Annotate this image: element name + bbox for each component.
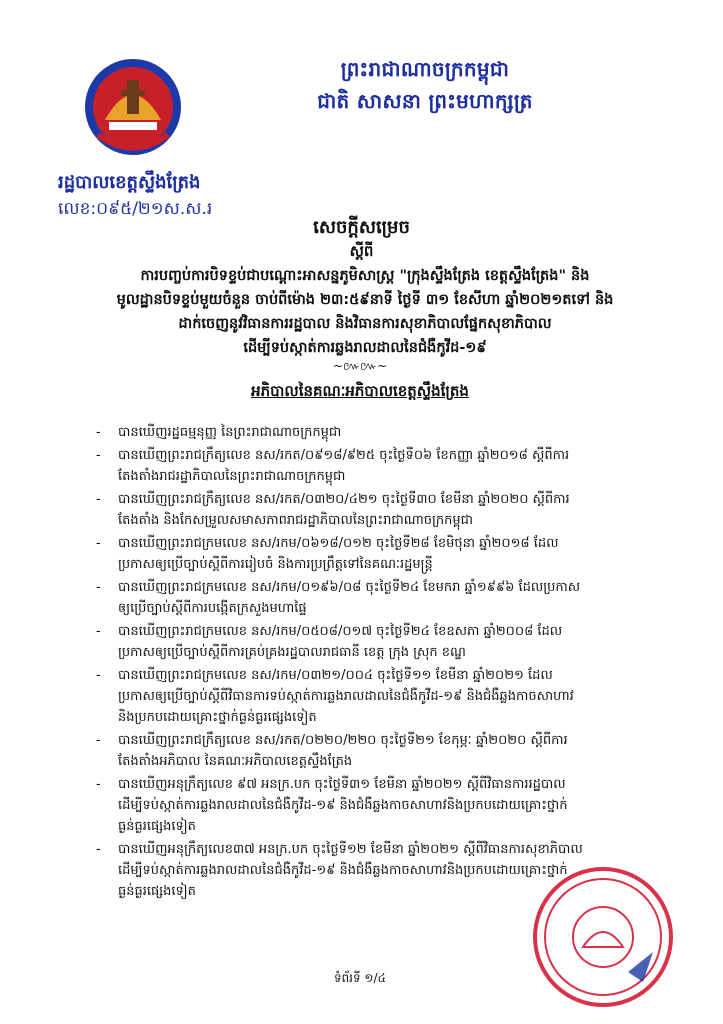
divider-ornament: ~៚៚~ [332,359,388,373]
list-dash: - [96,842,101,857]
document-about: ស្តីពី [349,242,374,260]
list-item-text: បានឃើញព្រះរាជក្រឹត្យលេខ នស/រកត/០២២០/២២០ ចុះថ្ងៃទី២១ ខែកុម្ភៈ ឆ្នាំ២០២០ ស្តីពីការ [118,733,568,748]
list-item [96,621,676,663]
list-dash: - [96,624,101,639]
list-item-text: បានឃើញរដ្ឋធម្មនុញ្ញ នៃព្រះរាជាណាចក្រកម្ពុជា [118,425,342,440]
considerations-list [96,422,676,904]
authority-heading: អភិបាលនៃគណៈអភិបាលខេត្តស្ទឹងត្រែង [251,382,469,400]
list-dash: - [96,425,101,440]
list-item [96,422,676,443]
list-item-text: បានឃើញព្រះរាជក្រមលេខ នស/រកម/០៣២១/០០៤ ចុះថ្ងៃទី១១ ខែមីនា ឆ្នាំ២០២១ ដែល [118,668,553,683]
list-item-text: ដើម្បីទប់ស្កាត់ការឆ្លងរាលដាលនៃជំងឺកូវីដ-១៩ និងជំងឺឆ្លងកាចសាហាវនិងប្រកបដោយគ្រោះថ្នាក់ [118,863,568,878]
list-item [96,730,676,772]
list-item-text: បានឃើញអនុក្រឹត្យលេខ៣៧ អនក្រ.បក ចុះថ្ងៃទី១២ ខែមីនា ឆ្នាំ២០២១ ស្តីពីវិធានការសុខាភិបាល [118,842,583,857]
list-item [96,533,676,575]
reference-number: លេខ:០៩៥/២១ស.ស.រ [58,199,213,219]
list-item-text: ប្រកាសឲ្យប្រើច្បាប់ស្តីពីការរៀបចំ និងការប្រព្រឹត្តទៅនៃគណៈរដ្ឋមន្ត្រី [118,557,433,572]
list-item-text: ធ្ងន់ធ្ងរផ្សេងទៀត [118,819,196,834]
list-item [96,665,676,728]
national-motto: ជាតិ សាសនា ព្រះមហាក្សត្រ [317,89,533,113]
list-item-text: បានឃើញព្រះរាជក្រឹត្យលេខ នស/រកត/០៣២០/៤២១ ចុះថ្ងៃទី៣០ ខែមីនា ឆ្នាំ២០២០ ស្តីពីការ [118,492,570,507]
list-dash: - [96,536,101,551]
list-dash: - [96,448,101,463]
list-item-text: តែងតាំងអភិបាល នៃគណៈអភិបាលខេត្តស្ទឹងត្រែង [118,754,353,769]
list-item-text: ប្រកាសឲ្យប្រើច្បាប់ស្តីពីវិធានការទប់ស្កាត់ការឆ្លងរាលដាលនៃជំងឺកូវីដ-១៩ និងជំងឺឆ្លងកាចសាហាវ [118,689,574,704]
list-dash: - [96,668,101,683]
list-item [96,774,676,837]
list-item-text: ធ្ងន់ធ្ងរផ្សេងទៀត [118,884,196,899]
list-item-text: បានឃើញព្រះរាជក្រឹត្យលេខ នស/រកត/០៩១៨/៩២៥ ចុះថ្ងៃទី០៦ ខែកញ្ញា ឆ្នាំ២០១៨ ស្តីពីការ [118,448,570,463]
list-item [96,577,676,619]
list-item-text: និងប្រកបដោយគ្រោះថ្នាក់ធ្ងន់ធ្ងរផ្សេងទៀត [118,710,317,725]
page-number: ទំព័រទី ១/៤ [333,971,387,985]
subject-line: ដាក់ចេញនូវវិធានការរដ្ឋបាល និងវិធានការសុខាភិបាលផ្នែកសុខាភិបាល [178,316,552,332]
issuing-authority: រដ្ឋបាលខេត្តស្ទឹងត្រែង [58,172,201,193]
list-dash: - [96,492,101,507]
document-title: សេចក្តីសម្រេច [313,217,410,238]
list-item [96,445,676,487]
list-item-text: បានឃើញព្រះរាជក្រមលេខ នស/រកម/០៥០៨/០១៧ ចុះថ្ងៃទី២៤ ខែឧសភា ឆ្នាំ២០០៨ ដែល [118,624,563,639]
list-dash: - [96,733,101,748]
list-dash: - [96,777,101,792]
provincial-emblem-icon [83,50,183,165]
list-item-text: ប្រកាសឲ្យប្រើច្បាប់ស្តីពីការគ្រប់គ្រងរដ្ឋបាលរាជធានី ខេត្ត ក្រុង ស្រុក ខណ្ឌ [118,645,466,660]
official-seal-icon [528,862,678,1012]
list-item-text: តែងតាំង និងកែសម្រួលសមាសភាពរាជរដ្ឋាភិបាលនៃព្រះរាជាណាចក្រកម្ពុជា [118,513,474,528]
subject-line: ការបញ្ចប់ការបិទខ្ទប់ជាបណ្តោះអាសន្នភូមិសាស្ត្រ "ក្រុងស្ទឹងត្រែង ខេត្តស្ទឹងត្រែង" និង [140,268,590,284]
list-dash: - [96,580,101,595]
list-item-text: បានឃើញអនុក្រឹត្យលេខ ៩៧ អនក្រ.បក ចុះថ្ងៃទី៣១ ខែមីនា ឆ្នាំ២០២១ ស្តីពីវិធានការរដ្ឋបាល [118,777,566,792]
list-item-text: តែងតាំងរាជរដ្ឋាភិបាលនៃព្រះរាជាណាចក្រកម្ពុជា [118,469,346,484]
kingdom-heading: ព្រះរាជាណាចក្រកម្ពុជា [340,57,510,81]
list-item [96,489,676,531]
list-item-text: ឲ្យប្រើច្បាប់ស្តីពីការបង្កើតក្រសួងមហាផ្ទៃ [118,601,307,616]
list-item-text: បានឃើញព្រះរាជក្រមលេខ នស/រកម/០៦១៨/០១២ ចុះថ្ងៃទី២៨ ខែមិថុនា ឆ្នាំ២០១៨ ដែល [118,536,559,551]
list-item-text: បានឃើញព្រះរាជក្រមលេខ នស/រកម/០១៩៦/០៨ ចុះថ្ងៃទី២៤ ខែមករា ឆ្នាំ១៩៩៦ ដែលប្រកាស [118,580,581,595]
subject-line: មូលដ្ឋានបិទខ្ទប់មួយចំនួន ចាប់ពីម៉ោង ២៣:៥៩នាទី ថ្ងៃទី ៣១ ខែសីហា ឆ្នាំ២០២១តទៅ និង [116,292,614,308]
list-item-text: ដើម្បីទប់ស្កាត់ការឆ្លងរាលដាលនៃជំងឺកូវីដ-១៩ និងជំងឺឆ្លងកាចសាហាវនិងប្រកបដោយគ្រោះថ្នាក់ [118,798,568,813]
subject-line: ដើម្បីទប់ស្កាត់ការឆ្លងរាលដាលនៃជំងឺកូវីដ-១៩ [243,340,487,356]
